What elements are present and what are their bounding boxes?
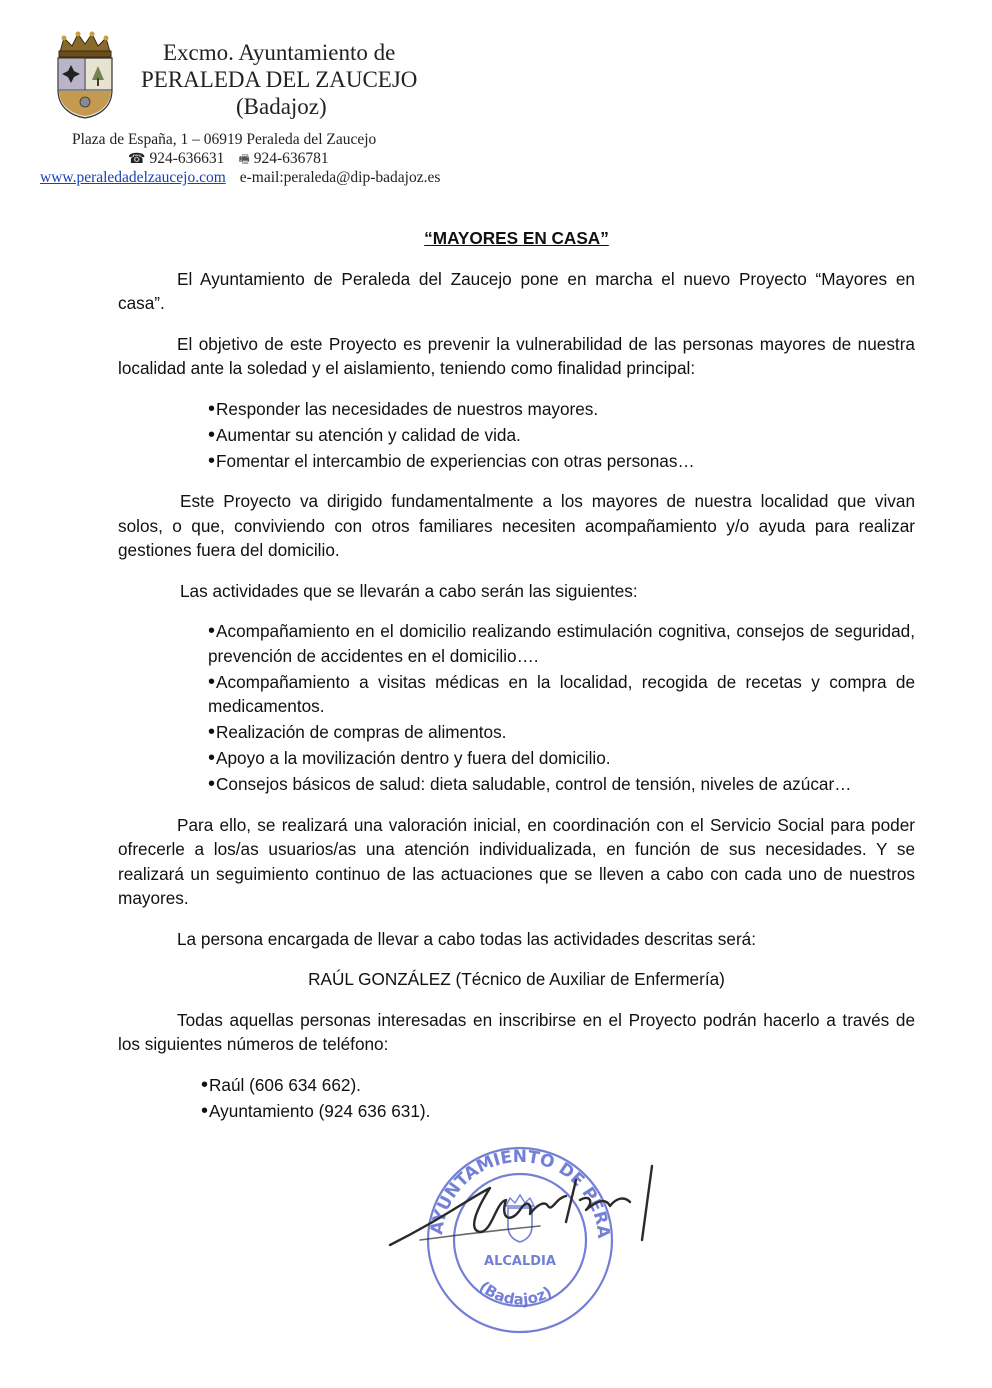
fax-number: 924-636781 — [253, 150, 329, 167]
list-item: • Consejos básicos de salud: dieta saludable, control de tensión, niveles de azúcar… — [208, 772, 915, 797]
fax-icon: 🖷 — [238, 152, 250, 166]
list-item: • Responder las necesidades de nuestros mayores. — [208, 397, 915, 422]
list-item: • Fomentar el intercambio de experiencias con otras personas… — [208, 449, 915, 474]
contacts-list — [201, 1073, 915, 1124]
svg-text:AYUNTAMIENTO DE PERALEDA: AYUNTAMIENTO DE PERA — [427, 1146, 614, 1240]
document-body — [118, 226, 915, 1139]
svg-text:(Badajoz): (Badajoz) — [475, 1277, 555, 1309]
email-address: e-mail:peraleda@dip-badajoz.es — [239, 169, 441, 186]
coat-of-arms-logo — [54, 30, 116, 120]
org-name: PERALEDA DEL ZAUCEJO — [141, 67, 418, 92]
paragraph-target-audience: Este Proyecto va dirigido fundamentalmente a los mayores de nuestra localidad que vivan solos, o que, conviviendo con otros familiares necesiten acompañamiento y/o ayuda para realizar gestiones fuera del domicilio. — [118, 491, 915, 560]
list-item: • Acompañamiento a visitas médicas en la localidad, recogida de recetas y compra de medicamentos. — [208, 670, 915, 719]
org-line-1: Excmo. Ayuntamiento de — [163, 40, 396, 65]
list-item: • Aumentar su atención y calidad de vida. — [208, 423, 915, 448]
list-item: • Ayuntamiento (924 636 631). — [201, 1099, 915, 1124]
contact-phones — [128, 150, 329, 171]
website-link[interactable]: www.peraledadelzaucejo.com — [40, 169, 226, 186]
web-and-email — [40, 169, 440, 187]
letterhead — [0, 0, 992, 200]
official-stamp — [380, 1140, 690, 1340]
list-item: • Acompañamiento en el domicilio realizando estimulación cognitiva, consejos de seguridad, prevención de accidentes en el domicilio…. — [208, 619, 915, 668]
paragraph-intro: El Ayuntamiento de Peraleda del Zaucejo pone en marcha el nuevo Proyecto “Mayores en casa”. — [118, 268, 915, 313]
responsible-person: RAÚL GONZÁLEZ (Técnico de Auxiliar de Enfermería) — [308, 969, 725, 989]
address: Plaza de España, 1 – 06919 Peraleda del Zaucejo — [72, 131, 377, 148]
paragraph-registration: Todas aquellas personas interesadas en inscribirse en el Proyecto podrán hacerlo a través de los siguientes números de teléfono: — [118, 1009, 915, 1054]
telephone-icon: ☎ — [128, 152, 146, 167]
goals-list — [208, 397, 915, 474]
list-item: • Realización de compras de alimentos. — [208, 720, 915, 745]
list-item: • Raúl (606 634 662). — [201, 1073, 915, 1098]
svg-text:ALCALDIA: ALCALDIA — [484, 1254, 556, 1269]
document-title: “MAYORES EN CASA” — [424, 228, 609, 248]
paragraph-activities-intro: Las actividades que se llevarán a cabo serán las siguientes: — [180, 580, 638, 601]
paragraph-methodology: Para ello, se realizará una valoración inicial, en coordinación con el Servicio Social para poder ofrecerle a los/as usuarios/as una atención individualizada, en función de sus necesidades. Y se realizará un seguimiento continuo de las actuaciones que se lleven a cabo con cada uno de nuestros mayores. — [118, 814, 915, 908]
list-item: • Apoyo a la movilización dentro y fuera del domicilio. — [208, 746, 915, 771]
signature-and-stamp — [380, 1140, 690, 1340]
paragraph-responsible: La persona encargada de llevar a cabo todas las actividades descritas será: — [177, 928, 756, 949]
activities-list — [208, 619, 915, 797]
paragraph-objective: El objetivo de este Proyecto es prevenir la vulnerabilidad de las personas mayores de nuestra localidad ante la soledad y el aislamiento, teniendo como finalidad principal: — [118, 333, 915, 378]
phone-number: 924-636631 — [149, 150, 225, 167]
org-province: (Badajoz) — [236, 94, 327, 119]
